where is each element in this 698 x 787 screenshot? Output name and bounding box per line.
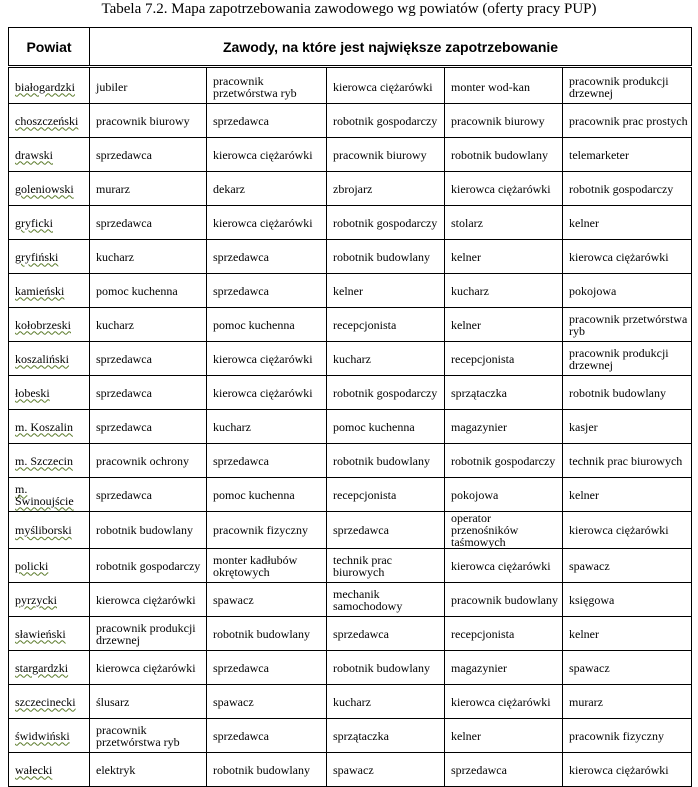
occupation-name: kucharz <box>451 283 489 298</box>
occupation-cell <box>563 478 692 512</box>
powiat-cell <box>9 617 90 651</box>
occupation-name: kierowca ciężarówki <box>333 79 433 94</box>
occupation-cell <box>207 67 327 104</box>
occupation-name: pracownik biurowy <box>96 113 190 128</box>
powiat-name: łobeski <box>15 385 50 400</box>
occupation-name: robotnik budowlany <box>451 147 548 162</box>
occupation-cell <box>563 617 692 651</box>
occupation-cell <box>327 240 445 274</box>
occupation-cell <box>207 444 327 478</box>
occupation-name: recepcjonista <box>451 351 515 366</box>
occupation-cell <box>563 104 692 138</box>
occupation-cell <box>445 308 563 342</box>
occupation-name: spawacz <box>213 694 254 709</box>
occupation-cell <box>327 512 445 549</box>
occupation-name: robotnik budowlany <box>569 385 666 400</box>
powiat-name: m. Szczecin <box>15 453 73 468</box>
occupation-name: sprzedawca <box>213 453 269 468</box>
occupation-cell <box>207 617 327 651</box>
occupation-name: robotnik gospodarczy <box>569 181 674 196</box>
occupation-cell <box>90 478 207 512</box>
occupation-cell <box>327 478 445 512</box>
occupation-name: pracownik przetwórstwa ryb <box>213 73 297 100</box>
powiat-name: goleniowski <box>15 181 74 196</box>
table-row <box>9 206 692 240</box>
powiat-cell <box>9 274 90 308</box>
occupation-cell <box>90 274 207 308</box>
table-row <box>9 719 692 753</box>
occupation-name: kelner <box>451 728 481 743</box>
occupation-cell <box>445 753 563 787</box>
occupation-cell <box>207 240 327 274</box>
occupation-cell <box>90 444 207 478</box>
occupation-cell <box>207 172 327 206</box>
occupation-cell <box>327 376 445 410</box>
table-row <box>9 512 692 549</box>
occupation-cell <box>445 274 563 308</box>
occupation-name: spawacz <box>569 660 610 675</box>
occupation-cell <box>563 549 692 583</box>
occupation-name: robotnik budowlany <box>96 523 193 537</box>
occupation-name: kierowca ciężarówki <box>96 660 196 675</box>
occupation-cell <box>90 104 207 138</box>
powiat-name: kołobrzeski <box>15 317 71 332</box>
table-row <box>9 685 692 719</box>
occupation-cell <box>207 583 327 617</box>
occupation-cell <box>207 308 327 342</box>
occupation-name: sprzedawca <box>96 351 152 366</box>
occupation-name: operator przenośników taśmowych <box>451 511 519 549</box>
occupation-name: kierowca ciężarówki <box>96 592 196 607</box>
occupation-name: sprzedawca <box>213 283 269 298</box>
occupation-cell <box>445 583 563 617</box>
occupation-cell <box>445 206 563 240</box>
occupation-cell <box>327 67 445 104</box>
occupation-cell <box>445 617 563 651</box>
table-row <box>9 274 692 308</box>
occupation-name: spawacz <box>333 762 374 777</box>
occupation-name: telemarketer <box>569 147 629 162</box>
occupation-name: pomoc kuchenna <box>96 283 178 298</box>
occupation-name: robotnik gospodarczy <box>451 453 556 468</box>
occupation-name: robotnik gospodarczy <box>333 385 438 400</box>
powiat-name: gryfiński <box>15 249 59 264</box>
powiat-cell <box>9 410 90 444</box>
powiat-cell <box>9 67 90 104</box>
occupation-name: kierowca ciężarówki <box>213 147 313 162</box>
occupation-cell <box>563 240 692 274</box>
occupation-name: robotnik budowlany <box>333 453 430 468</box>
occupation-name: recepcjonista <box>333 487 397 502</box>
occupation-cell <box>445 444 563 478</box>
occupation-cell <box>563 410 692 444</box>
occupation-name: kierowca ciężarówki <box>213 215 313 230</box>
occupation-cell <box>90 308 207 342</box>
powiat-cell <box>9 376 90 410</box>
powiat-cell <box>9 753 90 787</box>
occupation-cell <box>327 342 445 376</box>
powiat-name: gryficki <box>15 215 53 230</box>
occupation-name: monter wod-kan <box>451 79 530 94</box>
occupation-cell <box>563 308 692 342</box>
header-zawody: Zawody, na które jest największe zapotrzebowanie <box>90 28 692 67</box>
occupation-cell <box>563 753 692 787</box>
powiat-cell <box>9 719 90 753</box>
occupation-cell <box>207 376 327 410</box>
occupation-cell <box>445 67 563 104</box>
occupation-name: księgowa <box>569 592 615 607</box>
occupation-cell <box>207 274 327 308</box>
occupation-name: kucharz <box>96 249 134 264</box>
occupation-cell <box>563 651 692 685</box>
occupation-name: pracownik biurowy <box>333 147 427 162</box>
table-row <box>9 651 692 685</box>
occupation-name: kelner <box>333 283 363 298</box>
header-row <box>9 28 692 67</box>
occupation-cell <box>90 549 207 583</box>
occupation-cell <box>90 685 207 719</box>
occupation-cell <box>563 342 692 376</box>
powiat-name: choszczeński <box>15 113 79 128</box>
occupation-name: pomoc kuchenna <box>213 317 295 332</box>
powiat-cell <box>9 240 90 274</box>
occupation-cell <box>563 274 692 308</box>
occupation-name: kierowca ciężarówki <box>451 181 551 196</box>
occupation-cell <box>445 549 563 583</box>
table-row <box>9 478 692 512</box>
occupation-name: recepcjonista <box>451 626 515 641</box>
table-row <box>9 583 692 617</box>
occupation-name: kucharz <box>333 351 371 366</box>
occupation-name: pracownik fizyczny <box>569 728 664 743</box>
occupation-name: pracownik biurowy <box>451 113 545 128</box>
occupation-cell <box>327 410 445 444</box>
occupation-name: zbrojarz <box>333 181 373 196</box>
occupation-name: sprzedawca <box>213 660 269 675</box>
occupation-cell <box>445 478 563 512</box>
occupation-name: sprzedawca <box>96 385 152 400</box>
occupation-cell <box>327 206 445 240</box>
powiat-cell <box>9 685 90 719</box>
powiat-cell <box>9 342 90 376</box>
powiat-cell <box>9 104 90 138</box>
occupation-cell <box>327 753 445 787</box>
powiat-cell <box>9 651 90 685</box>
occupation-cell <box>207 549 327 583</box>
occupation-cell <box>207 206 327 240</box>
occupation-name: kelner <box>569 626 599 641</box>
occupation-cell <box>90 342 207 376</box>
occupation-name: sprzedawca <box>96 215 152 230</box>
powiat-name: wałecki <box>15 762 53 777</box>
occupation-cell <box>445 138 563 172</box>
occupation-name: robotnik budowlany <box>213 626 310 641</box>
table-row <box>9 549 692 583</box>
powiat-name: policki <box>15 558 49 573</box>
occupation-cell <box>563 376 692 410</box>
powiat-name: drawski <box>15 147 53 162</box>
occupation-cell <box>207 719 327 753</box>
occupation-name: kelner <box>569 487 599 502</box>
powiat-cell <box>9 308 90 342</box>
table-row <box>9 172 692 206</box>
table-caption: Tabela 7.2. Mapa zapotrzebowania zawodowego wg powiatów (oferty pracy PUP) <box>101 1 597 17</box>
table-row <box>9 104 692 138</box>
occupation-name: sprzedawca <box>333 523 389 537</box>
occupation-cell <box>445 512 563 549</box>
table-row <box>9 138 692 172</box>
occupation-name: kierowca ciężarówki <box>451 558 551 573</box>
occupation-name: kierowca ciężarówki <box>569 249 669 264</box>
occupation-cell <box>563 172 692 206</box>
occupation-name: murarz <box>569 694 603 709</box>
occupation-cell <box>327 172 445 206</box>
occupation-cell <box>445 104 563 138</box>
occupation-name: kierowca ciężarówki <box>569 762 669 777</box>
occupation-cell <box>207 104 327 138</box>
occupation-cell <box>207 651 327 685</box>
occupation-name: sprzedawca <box>213 728 269 743</box>
powiat-name: koszaliński <box>15 351 69 366</box>
occupation-cell <box>445 240 563 274</box>
occupation-name: pracownik produkcji drzewnej <box>96 620 196 647</box>
occupation-cell <box>207 410 327 444</box>
occupation-cell <box>207 512 327 549</box>
header-powiat: Powiat <box>9 28 90 67</box>
occupation-name: technik prac biurowych <box>333 552 392 579</box>
occupation-cell <box>207 685 327 719</box>
occupation-name: ślusarz <box>96 694 130 709</box>
occupation-cell <box>563 206 692 240</box>
occupation-name: kasjer <box>569 419 598 434</box>
occupation-cell <box>90 651 207 685</box>
table-row <box>9 240 692 274</box>
occupation-cell <box>445 685 563 719</box>
occupation-cell <box>90 512 207 549</box>
powiat-name: m. Koszalin <box>15 419 73 434</box>
occupation-name: kucharz <box>213 419 251 434</box>
occupation-name: robotnik gospodarczy <box>333 215 438 230</box>
occupation-cell <box>327 651 445 685</box>
occupation-name: sprzedawca <box>96 419 152 434</box>
occupation-name: jubiler <box>96 79 128 94</box>
occupation-cell <box>207 342 327 376</box>
occupation-name: stolarz <box>451 215 483 230</box>
occupation-cell <box>563 719 692 753</box>
occupation-name: pomoc kuchenna <box>333 419 415 434</box>
occupation-cell <box>445 376 563 410</box>
powiat-name: świdwiński <box>15 728 70 743</box>
demand-table <box>8 27 692 787</box>
occupation-name: pomoc kuchenna <box>213 487 295 502</box>
occupation-cell <box>90 138 207 172</box>
occupation-name: magazynier <box>451 419 507 434</box>
powiat-name: sławieński <box>15 626 66 641</box>
occupation-name: robotnik budowlany <box>333 660 430 675</box>
occupation-name: recepcjonista <box>333 317 397 332</box>
occupation-name: kucharz <box>333 694 371 709</box>
occupation-cell <box>90 67 207 104</box>
occupation-name: pracownik fizyczny <box>213 523 308 537</box>
occupation-name: dekarz <box>213 181 245 196</box>
occupation-name: monter kadłubów okrętowych <box>213 552 298 579</box>
occupation-name: murarz <box>96 181 130 196</box>
occupation-name: pracownik budowlany <box>451 592 558 607</box>
occupation-name: sprzątaczka <box>333 728 389 743</box>
occupation-cell <box>445 651 563 685</box>
table-row <box>9 308 692 342</box>
occupation-name: sprzedawca <box>333 626 389 641</box>
occupation-name: pracownik przetwórstwa ryb <box>96 722 180 749</box>
occupation-cell <box>90 206 207 240</box>
table-row <box>9 444 692 478</box>
occupation-name: sprzedawca <box>96 147 152 162</box>
occupation-name: kelner <box>451 249 481 264</box>
occupation-name: spawacz <box>569 558 610 573</box>
occupation-name: technik prac biurowych <box>569 453 683 468</box>
occupation-cell <box>90 719 207 753</box>
powiat-cell <box>9 172 90 206</box>
occupation-cell <box>90 753 207 787</box>
occupation-name: pracownik prac prostych <box>569 113 688 128</box>
occupation-name: spawacz <box>213 592 254 607</box>
table-row <box>9 617 692 651</box>
table-body <box>9 67 692 787</box>
occupation-name: mechanik samochodowy <box>333 586 403 613</box>
powiat-cell <box>9 444 90 478</box>
occupation-name: sprzedawca <box>213 113 269 128</box>
occupation-name: pracownik przetwórstwa ryb <box>569 311 688 338</box>
occupation-name: kierowca ciężarówki <box>213 351 313 366</box>
occupation-cell <box>207 138 327 172</box>
occupation-cell <box>563 67 692 104</box>
powiat-cell <box>9 549 90 583</box>
powiat-cell <box>9 138 90 172</box>
occupation-cell <box>90 583 207 617</box>
occupation-name: sprzedawca <box>96 487 152 502</box>
occupation-cell <box>207 753 327 787</box>
occupation-name: kucharz <box>96 317 134 332</box>
occupation-cell <box>327 549 445 583</box>
occupation-cell <box>327 719 445 753</box>
occupation-cell <box>563 444 692 478</box>
table-row <box>9 410 692 444</box>
occupation-name: sprzedawca <box>213 249 269 264</box>
table-row <box>9 67 692 104</box>
occupation-name: pokojowa <box>451 487 499 502</box>
powiat-name: szczecinecki <box>15 694 76 709</box>
occupation-name: elektryk <box>96 762 136 777</box>
occupation-cell <box>90 172 207 206</box>
powiat-cell <box>9 206 90 240</box>
occupation-cell <box>327 583 445 617</box>
occupation-cell <box>327 274 445 308</box>
occupation-name: robotnik gospodarczy <box>96 558 201 573</box>
occupation-cell <box>327 104 445 138</box>
occupation-name: kierowca ciężarówki <box>451 694 551 709</box>
occupation-cell <box>90 617 207 651</box>
occupation-name: robotnik budowlany <box>333 249 430 264</box>
occupation-cell <box>207 478 327 512</box>
occupation-cell <box>563 583 692 617</box>
occupation-name: pracownik produkcji drzewnej <box>569 345 669 372</box>
occupation-cell <box>327 308 445 342</box>
occupation-name: kelner <box>569 215 599 230</box>
powiat-cell <box>9 478 90 512</box>
occupation-cell <box>327 138 445 172</box>
occupation-cell <box>563 512 692 549</box>
occupation-name: magazynier <box>451 660 507 675</box>
occupation-name: kierowca ciężarówki <box>213 385 313 400</box>
powiat-name: m. Świnoujście <box>15 481 74 508</box>
occupation-cell <box>327 444 445 478</box>
powiat-name: stargardzki <box>15 660 69 675</box>
occupation-cell <box>445 342 563 376</box>
occupation-name: pracownik ochrony <box>96 453 189 468</box>
powiat-name: kamieński <box>15 283 65 298</box>
occupation-name: robotnik gospodarczy <box>333 113 438 128</box>
occupation-name: robotnik budowlany <box>213 762 310 777</box>
powiat-name: białogardzki <box>15 79 75 94</box>
occupation-cell <box>445 410 563 444</box>
occupation-cell <box>90 240 207 274</box>
occupation-cell <box>563 138 692 172</box>
powiat-cell <box>9 512 90 549</box>
powiat-name: myśliborski <box>15 523 72 537</box>
table-row <box>9 753 692 787</box>
table-row <box>9 376 692 410</box>
occupation-name: pokojowa <box>569 283 617 298</box>
occupation-name: pracownik produkcji drzewnej <box>569 73 669 100</box>
occupation-cell <box>445 172 563 206</box>
occupation-cell <box>327 685 445 719</box>
occupation-name: kierowca ciężarówki <box>569 523 669 537</box>
occupation-cell <box>563 685 692 719</box>
occupation-cell <box>90 410 207 444</box>
occupation-cell <box>445 719 563 753</box>
occupation-cell <box>90 376 207 410</box>
powiat-name: pyrzycki <box>15 592 57 607</box>
occupation-name: sprzątaczka <box>451 385 507 400</box>
occupation-name: sprzedawca <box>451 762 507 777</box>
occupation-cell <box>327 617 445 651</box>
powiat-cell <box>9 583 90 617</box>
table-row <box>9 342 692 376</box>
occupation-name: kelner <box>451 317 481 332</box>
